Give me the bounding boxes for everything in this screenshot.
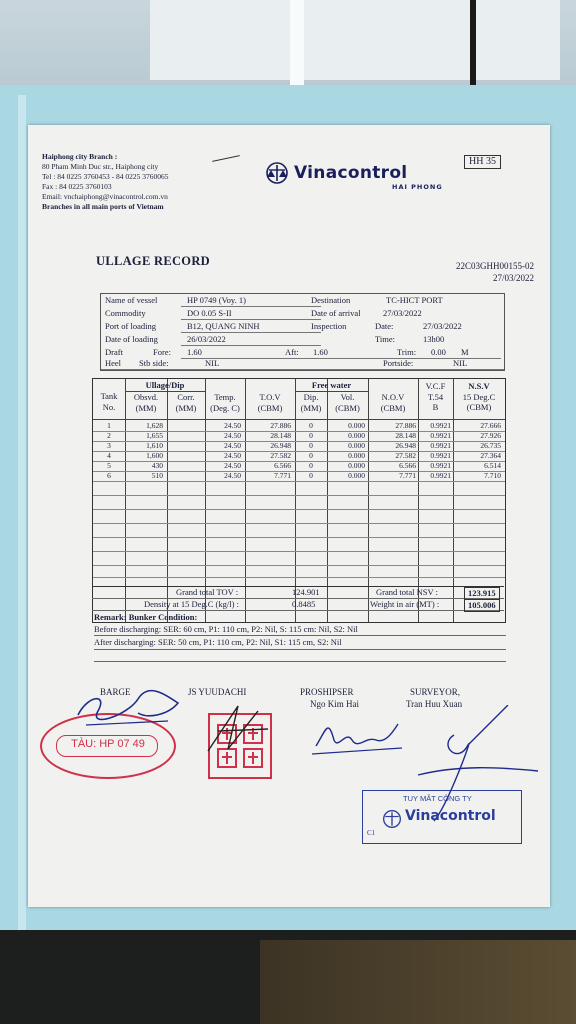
vessel-name-value: HP 0749 (Voy. 1) — [187, 295, 246, 305]
cell-vcf: 0.9921 — [430, 431, 451, 440]
cell-tov: 6.566 — [274, 461, 291, 470]
surveyor-stamp-logo: Vinacontrol — [405, 808, 496, 824]
cell-tov: 26.948 — [270, 441, 291, 450]
shipper-name: Ngo Kim Hai — [310, 699, 359, 709]
cell-dip: 0 — [309, 461, 313, 470]
cell-vcf: 0.9921 — [430, 471, 451, 480]
cell-dip: 0 — [309, 441, 313, 450]
cell-vol: 0.000 — [348, 421, 365, 430]
cell-tank: 4 — [107, 451, 111, 460]
header-nsv-deg: 15 Deg.C — [462, 391, 496, 402]
weight-label: Weight in air (MT) : — [370, 599, 440, 609]
surveyor-stamp-top: TUY MẮT CÔNG TY — [403, 794, 472, 803]
cell-tank: 1 — [107, 421, 111, 430]
port-loading-label: Port of loading — [105, 321, 156, 331]
reference-number: 22C03GHH00155-02 — [456, 261, 534, 271]
cell-tov: 27.886 — [270, 421, 291, 430]
cell-nsv: 6.514 — [484, 461, 501, 470]
logo-text: Vinacontrol — [294, 163, 408, 183]
heel-label: Heel — [105, 358, 122, 368]
cell-temp: 24.50 — [224, 421, 241, 430]
header-tov-unit: (CBM) — [257, 402, 283, 413]
surveyor-name: Tran Huu Xuan — [406, 699, 463, 709]
cell-dip: 0 — [309, 471, 313, 480]
cell-nsv: 27.364 — [480, 451, 501, 460]
cell-tank: 5 — [107, 461, 111, 470]
cell-vol: 0.000 — [348, 431, 365, 440]
cell-nov: 27.582 — [395, 451, 416, 460]
js-label: JS YUUDACHI — [188, 687, 247, 697]
form-code: HH 35 — [464, 155, 501, 169]
total-nsv-value: 123.915 — [464, 587, 500, 600]
cell-tank: 3 — [107, 441, 111, 450]
cell-vol: 0.000 — [348, 441, 365, 450]
header-dip-unit: (MM) — [300, 402, 322, 413]
branch-fax: Fax : 84 0225 3760103 — [42, 182, 112, 191]
stb-side-value: NIL — [205, 358, 220, 368]
cell-obsvd: 1,628 — [146, 421, 163, 430]
header-vcf-table: T.54 — [427, 391, 444, 402]
trim-label: Trim: — [397, 347, 417, 357]
header-vol: Vol. — [340, 392, 355, 402]
remarks-block — [94, 612, 506, 648]
cell-nov: 26.948 — [395, 441, 416, 450]
cell-tank: 6 — [107, 471, 111, 480]
remarks-title: Remark: Bunker Condition: — [94, 612, 198, 622]
cell-nov: 6.566 — [399, 461, 416, 470]
destination-value: TC-HICT PORT — [386, 295, 443, 305]
trim-unit: M — [461, 347, 469, 357]
cell-nsv: 26.735 — [480, 441, 501, 450]
cell-tov: 27.582 — [270, 451, 291, 460]
barge-signature — [68, 685, 198, 735]
cell-vcf: 0.9921 — [430, 441, 451, 450]
header-ullage: Ullage/Dip — [125, 380, 205, 392]
header-nsv-unit: (CBM) — [466, 402, 492, 412]
header-vcf: V.C.F — [425, 381, 446, 391]
inspection-label: Inspection — [311, 321, 347, 331]
draft-label: Draft — [105, 347, 123, 357]
time-label: Time: — [375, 334, 396, 344]
header-tank-no: No. — [102, 401, 116, 412]
branch-address: 80 Pham Minh Duc str., Haiphong city — [42, 162, 159, 171]
barge-stamp-text: TÀU: HP 07 49 — [71, 738, 145, 750]
shipper-signature — [306, 710, 406, 760]
aft-label: Aft: — [285, 347, 299, 357]
header-dip: Dip. — [303, 392, 319, 402]
document-date: 27/03/2022 — [492, 273, 534, 283]
weight-value: 105.006 — [464, 599, 500, 612]
cell-nsv: 7.710 — [484, 471, 501, 480]
cell-nov: 28.148 — [395, 431, 416, 440]
cell-obsvd: 1,610 — [146, 441, 163, 450]
cell-nsv: 27.926 — [480, 431, 501, 440]
header-nov-unit: (CBM) — [380, 402, 406, 413]
arrival-label: Date of arrival — [311, 308, 361, 318]
surveyor-stamp-scales-icon — [381, 809, 403, 829]
header-temp-unit: (Deg. C) — [210, 402, 240, 413]
header-tov: T.O.V — [259, 392, 281, 402]
aft-value: 1.60 — [313, 347, 328, 357]
density-value: 0.8485 — [292, 599, 316, 609]
js-signature — [198, 701, 278, 761]
vessel-name-label: Name of vessel — [105, 295, 158, 305]
branch-tel: Tel : 84 0225 3760453 - 84 0225 3760065 — [42, 172, 169, 181]
branch-network: Branches in all main ports of Vietnam — [42, 202, 164, 211]
cell-vcf: 0.9921 — [430, 461, 451, 470]
header-obsvd: Obsvd. — [133, 392, 159, 402]
cell-obsvd: 1,655 — [146, 431, 163, 440]
shipper-label: PROSHIPSER — [300, 687, 354, 697]
reference-block — [456, 260, 534, 284]
cell-tov: 28.148 — [270, 431, 291, 440]
window-frame — [290, 0, 304, 90]
header-tank: Tank — [100, 391, 118, 401]
header-free-water: Free water — [295, 380, 368, 392]
barge-label: BARGE — [100, 687, 131, 697]
cell-dip: 0 — [309, 431, 313, 440]
fore-value: 1.60 — [187, 347, 202, 357]
date-loading-label: Date of loading — [105, 334, 158, 344]
branch-info — [42, 152, 262, 212]
branch-name: Haiphong city Branch : — [42, 152, 118, 161]
header-obsvd-unit: (MM) — [135, 402, 157, 413]
header-corr-unit: (MM) — [175, 402, 197, 413]
stb-side-label: Stb side: — [139, 358, 169, 368]
vessel-info-box — [100, 293, 505, 371]
destination-label: Destination — [311, 295, 351, 305]
header-vcf-b: B — [432, 402, 439, 412]
cell-obsvd: 1,600 — [146, 451, 163, 460]
fore-label: Fore: — [153, 347, 171, 357]
cell-temp: 24.50 — [224, 461, 241, 470]
surveyor-stamp — [362, 790, 522, 844]
header-nsv: N.S.V — [468, 381, 490, 391]
cell-nov: 27.886 — [395, 421, 416, 430]
cell-tov: 7.771 — [274, 471, 291, 480]
cell-obsvd: 510 — [151, 471, 163, 480]
density-label: Density at 15 Deg.C (kg/l) : — [144, 599, 239, 609]
vinacontrol-logo — [264, 161, 444, 201]
surveyor-stamp-code: C1 — [367, 829, 376, 837]
header-corr: Corr. — [177, 392, 195, 402]
floor-wood — [260, 940, 576, 1024]
cell-nsv: 27.666 — [480, 421, 501, 430]
total-nsv-label: Grand total NSV : — [376, 587, 438, 597]
trim-value: 0.00 — [431, 347, 446, 357]
logo-subtitle: HAI PHONG — [392, 183, 443, 191]
cell-vol: 0.000 — [348, 461, 365, 470]
remarks-before: Before discharging: SER: 60 cm, P1: 110 cm, P2: Nil, S: 115 cm: Nil, S2: Nil — [94, 624, 358, 634]
branch-email: Email: vnchaiphong@vinacontrol.com.vn — [42, 192, 168, 201]
cell-temp: 24.50 — [224, 471, 241, 480]
portside-label: Portside: — [383, 358, 414, 368]
inspection-date-label: Date: — [375, 321, 394, 331]
cell-tank: 2 — [107, 431, 111, 440]
header-vol-unit: (CBM) — [335, 402, 360, 413]
date-loading-value: 26/03/2022 — [187, 334, 226, 344]
inspection-date-value: 27/03/2022 — [423, 321, 462, 331]
header-temp: Temp. — [214, 392, 236, 402]
cell-temp: 24.50 — [224, 441, 241, 450]
cell-vcf: 0.9921 — [430, 451, 451, 460]
total-tov-value: 124.901 — [292, 587, 320, 597]
cell-vol: 0.000 — [348, 451, 365, 460]
cell-temp: 24.50 — [224, 451, 241, 460]
cell-obsvd: 430 — [151, 461, 163, 470]
cell-vcf: 0.9921 — [430, 421, 451, 430]
arrival-value: 27/03/2022 — [383, 308, 422, 318]
commodity-label: Commodity — [105, 308, 146, 318]
cell-nov: 7.771 — [399, 471, 416, 480]
document-title: ULLAGE RECORD — [96, 254, 210, 268]
cell-dip: 0 — [309, 421, 313, 430]
commodity-value: DO 0.05 S-II — [187, 308, 232, 318]
folder-edge — [18, 95, 26, 935]
total-tov-label: Grand total TOV : — [176, 587, 239, 597]
header-nov: N.O.V — [381, 392, 405, 402]
surveyor-label: SURVEYOR, — [410, 687, 461, 697]
cell-dip: 0 — [309, 451, 313, 460]
port-loading-value: B12, QUANG NINH — [187, 321, 260, 331]
portside-value: NIL — [453, 358, 468, 368]
cell-vol: 0.000 — [348, 471, 365, 480]
cell-temp: 24.50 — [224, 431, 241, 440]
scales-icon — [264, 161, 290, 185]
remarks-after: After discharging: SER: 50 cm, P1: 110 cm, P2: Nil, S1: 115 cm, S2: Nil — [94, 637, 342, 647]
ullage-document — [28, 125, 550, 907]
time-value: 13h00 — [423, 334, 445, 344]
